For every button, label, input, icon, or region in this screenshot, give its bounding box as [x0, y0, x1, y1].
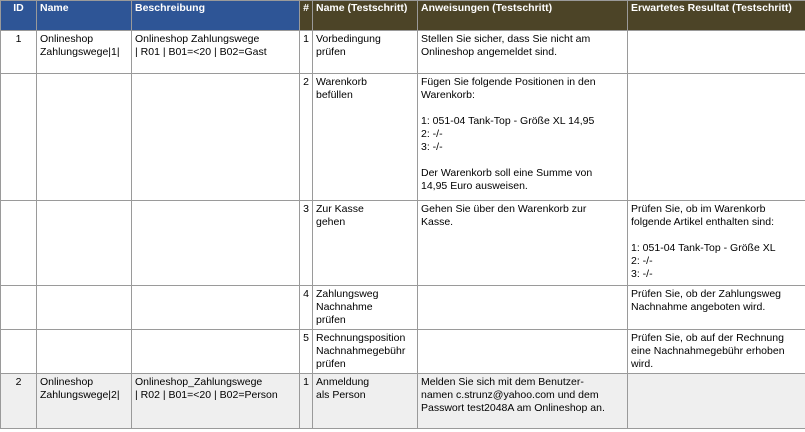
- header-id: ID: [1, 1, 37, 31]
- cell-anweisungen: Gehen Sie über den Warenkorb zur Kasse.: [418, 201, 628, 286]
- cell-beschreibung: [132, 201, 300, 286]
- cell-id: [1, 330, 37, 374]
- table-row: [1, 374, 805, 429]
- cell-erwartet: [628, 31, 805, 74]
- cell-beschreibung: [132, 74, 300, 201]
- cell-erwartet: Prüfen Sie, ob auf der Rechnung eine Nachnahmegebühr erhoben wird.: [628, 330, 805, 374]
- cell-id: 2: [1, 374, 37, 429]
- cell-name: [37, 201, 132, 286]
- cell-anweisungen: Stellen Sie sicher, dass Sie nicht am Onlineshop angemeldet sind.: [418, 31, 628, 74]
- cell-name: Onlineshop Zahlungswege|2|: [37, 374, 132, 429]
- cell-anweisungen: Fügen Sie folgende Positionen in den Warenkorb: 1: 051-04 Tank-Top - Größe XL 14,95 2: -/- 3: -/- Der Warenkorb soll eine Summe von 14,95 Euro ausweisen.: [418, 74, 628, 201]
- header-anweisungen: Anweisungen (Testschritt): [418, 1, 628, 31]
- cell-step-name: Anmeldung als Person: [313, 374, 418, 429]
- header-erwartet: Erwartetes Resultat (Testschritt): [628, 1, 805, 31]
- cell-beschreibung: [132, 286, 300, 330]
- table-row: [1, 286, 805, 330]
- header-beschreibung: Beschreibung: [132, 1, 300, 31]
- cell-name: [37, 74, 132, 201]
- table-row: [1, 330, 805, 374]
- cell-step-number: 4: [300, 286, 313, 330]
- cell-step-number: 1: [300, 374, 313, 429]
- cell-id: [1, 74, 37, 201]
- cell-anweisungen: [418, 330, 628, 374]
- cell-step-name: Rechnungsposition Nachnahmegebühr prüfen: [313, 330, 418, 374]
- cell-id: 1: [1, 31, 37, 74]
- cell-beschreibung: [132, 330, 300, 374]
- header-step-name: Name (Testschritt): [313, 1, 418, 31]
- cell-erwartet: [628, 74, 805, 201]
- header-row: [1, 1, 805, 31]
- cell-step-name: Zahlungsweg Nachnahme prüfen: [313, 286, 418, 330]
- header-name: Name: [37, 1, 132, 31]
- cell-step-name: Vorbedingung prüfen: [313, 31, 418, 74]
- cell-erwartet: Prüfen Sie, ob der Zahlungsweg Nachnahme angeboten wird.: [628, 286, 805, 330]
- cell-name: Onlineshop Zahlungswege|1|: [37, 31, 132, 74]
- cell-step-name: Warenkorb befüllen: [313, 74, 418, 201]
- cell-step-number: 1: [300, 31, 313, 74]
- header-step-number: #: [300, 1, 313, 31]
- cell-step-number: 2: [300, 74, 313, 201]
- cell-step-number: 3: [300, 201, 313, 286]
- cell-anweisungen: Melden Sie sich mit dem Benutzer- namen c.strunz@yahoo.com und dem Passwort test2048A am Onlineshop an.: [418, 374, 628, 429]
- cell-id: [1, 286, 37, 330]
- cell-beschreibung: Onlineshop Zahlungswege | R01 | B01=<20 | B02=Gast: [132, 31, 300, 74]
- table-row: [1, 201, 805, 286]
- cell-step-number: 5: [300, 330, 313, 374]
- cell-id: [1, 201, 37, 286]
- cell-beschreibung: Onlineshop_Zahlungswege | R02 | B01=<20 | B02=Person: [132, 374, 300, 429]
- cell-name: [37, 286, 132, 330]
- cell-erwartet: Prüfen Sie, ob im Warenkorb folgende Artikel enthalten sind: 1: 051-04 Tank-Top - Größe XL 2: -/- 3: -/-: [628, 201, 805, 286]
- cell-step-name: Zur Kasse gehen: [313, 201, 418, 286]
- table-row: [1, 74, 805, 201]
- table-row: [1, 31, 805, 74]
- cell-erwartet: [628, 374, 805, 429]
- cell-anweisungen: [418, 286, 628, 330]
- cell-name: [37, 330, 132, 374]
